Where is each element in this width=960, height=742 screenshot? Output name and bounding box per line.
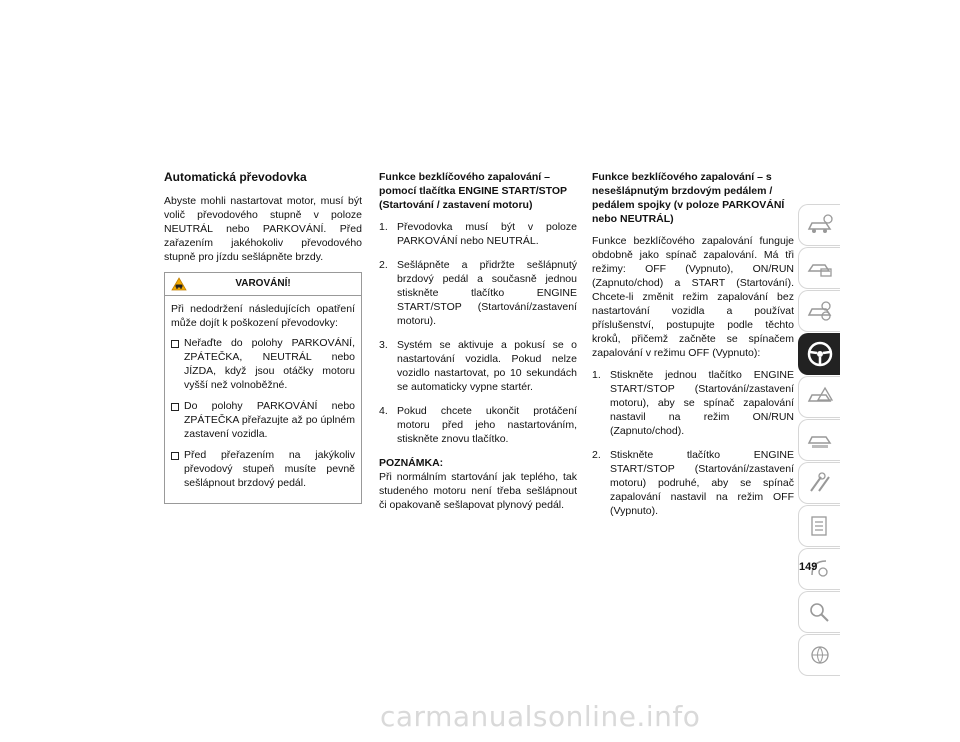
column-3: [592, 170, 794, 528]
warning-header: [165, 273, 361, 296]
tab-specifications[interactable]: [798, 505, 840, 547]
checkbox-bullet-icon: [171, 452, 179, 460]
tab-service[interactable]: [798, 419, 840, 461]
seatbelt-airbag-icon: [806, 300, 834, 322]
languages-icon: [806, 643, 834, 667]
tab-dashboard[interactable]: [798, 247, 840, 289]
tab-languages[interactable]: [798, 634, 840, 676]
section-heading: Funkce bezklíčového zapalování – pomocí tlačítka ENGINE START/STOP (Startování / zastavení motoru): [379, 171, 567, 211]
tab-safety[interactable]: [798, 290, 840, 332]
specs-list-icon: [806, 514, 834, 538]
list-item: 1. Stiskněte jednou tlačítko ENGINE START/STOP (Startování/zastavení motoru), aby se spínač zapalování nastavil na režim ON/RUN (Zapnuto/chod).: [592, 369, 794, 437]
warning-intro: Při nedodržení následujících opatření může dojít k poškození převodovky:: [171, 303, 355, 329]
warning-car-icon: [171, 277, 187, 295]
tab-car-info[interactable]: [798, 204, 840, 246]
note-text: Při normálním startování jak teplého, tak studeného motoru není třeba sešlápnout či opakovaně sešlapovat plynový pedál.: [379, 471, 577, 511]
checkbox-bullet-icon: [171, 403, 179, 411]
watermark: carmanualsonline.info: [380, 700, 701, 733]
list-item: 4. Pokud chcete ukončit protáčení motoru před jeho nastartováním, stiskněte znovu tlačítko.: [379, 405, 577, 445]
warning-item: Před přeřazením na jakýkoliv převodový stupeň musíte pevně sešlápnout brzdový pedál.: [171, 448, 355, 490]
list-item: 3. Systém se aktivuje a pokusí se o nastartování vozidla. Pokud nelze vozidlo nastartovat, po 10 sekundách se automaticky vypne startér.: [379, 339, 577, 393]
warning-item: Do polohy PARKOVÁNÍ nebo ZPÁTEČKA přeřazujte až po úplném zastavení vozidla.: [171, 399, 355, 441]
car-info-icon: [806, 214, 834, 236]
intro-paragraph: Funkce bezklíčového zapalování funguje obdobně jako spínač zapalování. Má tři režimy: OFF (Vypnuto), ON/RUN (Zapnuto/chod) a START (Startování). Chcete-li změnit režim zapalování bez nastartování vozidla a používat příslušenství, postupujte podle těchto kroků, přičemž začněte se spínačem zapalování v režimu OFF (Vypnuto):: [592, 235, 794, 359]
column-2: [379, 170, 577, 520]
note-heading: POZNÁMKA:: [379, 457, 444, 469]
warning-box: [164, 272, 362, 504]
car-service-icon: [806, 429, 834, 451]
dashboard-message-icon: [806, 257, 834, 279]
section-heading: Funkce bezklíčového zapalování – s nesešlápnutým brzdovým pedálem / pedálem spojky (v poloze PARKOVÁNÍ nebo NEUTRÁL): [592, 171, 785, 225]
chapter-tabs: [798, 204, 840, 677]
intro-paragraph: Abyste mohli nastartovat motor, musí být volič převodového stupně v poloze NEUTRÁL nebo PARKOVÁNÍ. Před zařazením jakéhokoliv převodového stupně pro jízdu sešlápněte brzdy.: [164, 195, 362, 263]
steering-wheel-icon: [806, 340, 834, 368]
search-index-icon: [806, 600, 834, 624]
checkbox-bullet-icon: [171, 340, 179, 348]
tab-index[interactable]: [798, 591, 840, 633]
column-1: [164, 170, 362, 504]
warning-body: [165, 296, 361, 503]
tab-starting-operating[interactable]: [798, 333, 840, 375]
page-number: 149: [799, 561, 818, 573]
tab-maintenance[interactable]: [798, 462, 840, 504]
list-item: 2. Stiskněte tlačítko ENGINE START/STOP (Startování/zastavení motoru) podruhé, aby se spínač zapalování nastavil na režim OFF (Vypnuto).: [592, 449, 794, 517]
section-heading: Automatická převodovka: [164, 170, 307, 184]
warning-title: VAROVÁNÍ!: [235, 278, 291, 289]
list-item: 1. Převodovka musí být v poloze PARKOVÁNÍ nebo NEUTRÁL.: [379, 221, 577, 247]
tools-icon: [806, 471, 834, 495]
car-warning-icon: [806, 386, 834, 408]
list-item: 2. Sešlápněte a přidržte sešlápnutý brzdový pedál a současně jednou stiskněte tlačítko ENGINE START/STOP (Startování/zastavení motoru).: [379, 259, 577, 327]
tab-emergency[interactable]: [798, 376, 840, 418]
warning-item: Neřaďte do polohy PARKOVÁNÍ, ZPÁTEČKA, NEUTRÁL nebo JÍZDA, když jsou otáčky motoru vyšší než volnoběžné.: [171, 336, 355, 392]
